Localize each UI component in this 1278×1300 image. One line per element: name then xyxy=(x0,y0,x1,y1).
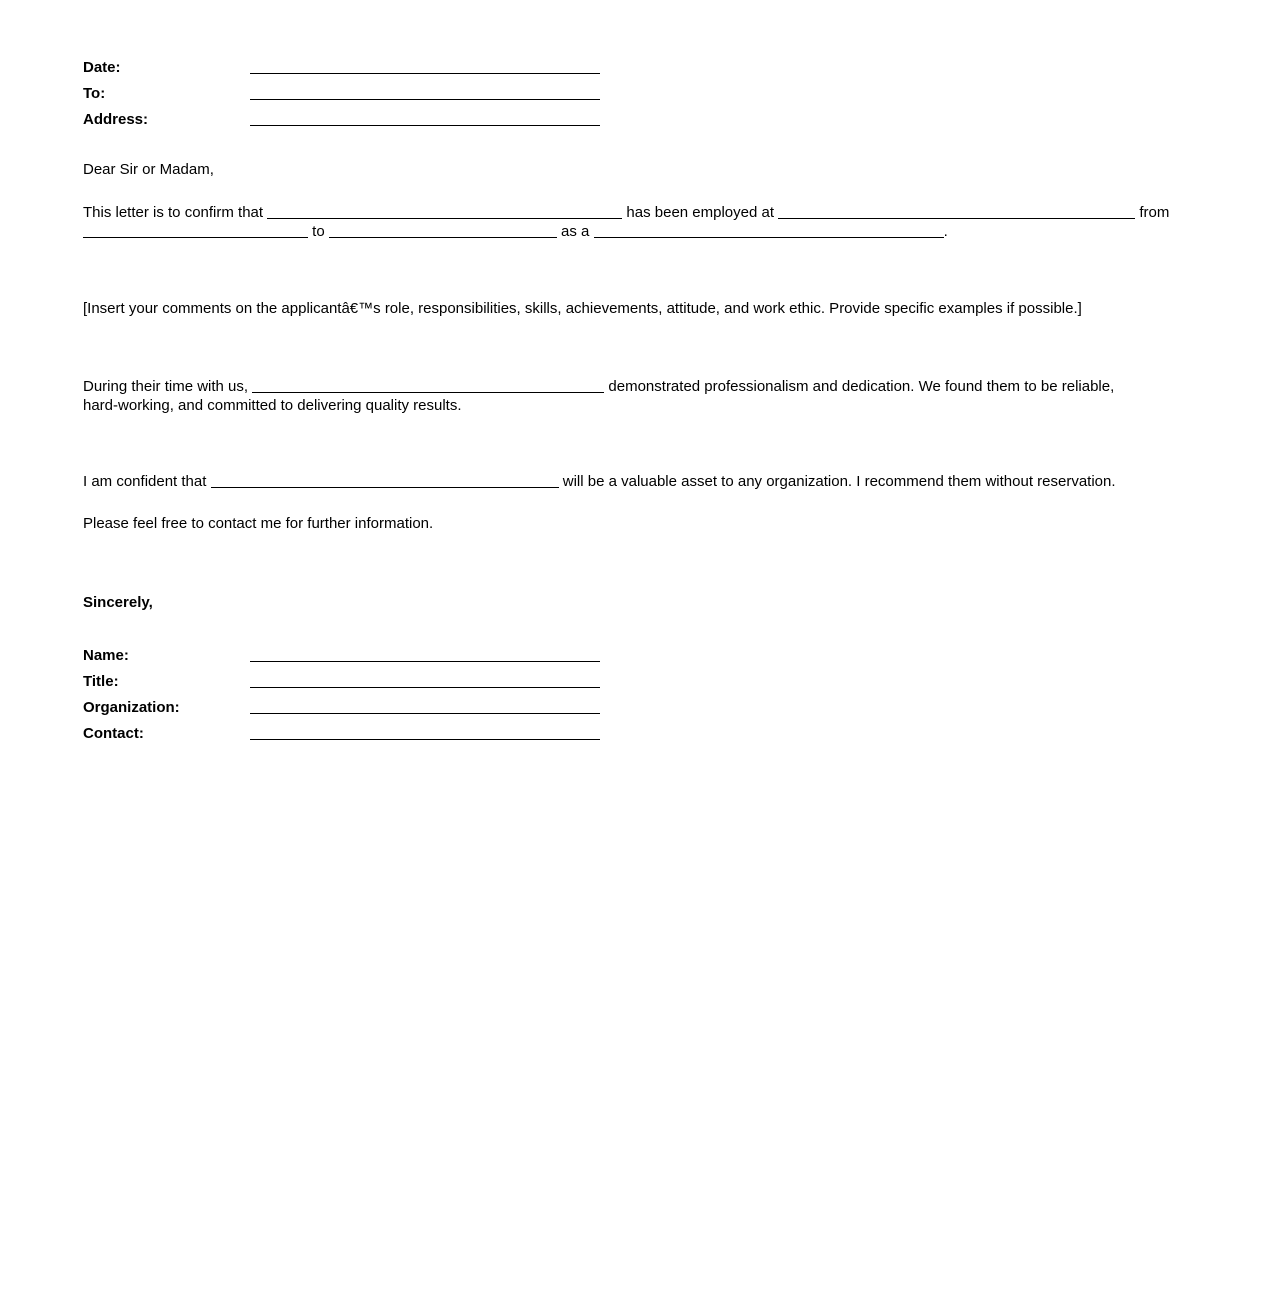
date-field-row xyxy=(83,55,1195,81)
recommendation-paragraph xyxy=(83,472,1195,491)
employer-name-blank xyxy=(778,207,1135,219)
name-field-label: Name: xyxy=(83,647,129,664)
contact-blank-line xyxy=(250,728,600,740)
comments-placeholder: [Insert your comments on the applicantâ€™s role, responsibilities, skills, achievements, attitude, and work ethic. Provide specific examples if possible.] xyxy=(83,300,1082,317)
as-text: as a xyxy=(561,223,590,240)
applicant-name-blank-2 xyxy=(252,381,604,393)
experience-paragraph-line-1 xyxy=(83,377,1195,396)
name-blank-line xyxy=(250,650,600,662)
employment-paragraph xyxy=(83,203,1195,241)
contact-field-row xyxy=(83,721,1195,747)
to-field-label: To: xyxy=(83,85,106,102)
to-blank-line xyxy=(250,88,600,100)
experience-after-blank-text: demonstrated professionalism and dedication. We found them to be reliable, xyxy=(608,378,1115,395)
title-field-label: Title: xyxy=(83,673,119,690)
title-field-row xyxy=(83,669,1195,695)
job-title-blank xyxy=(594,226,944,238)
organization-field-label: Organization: xyxy=(83,699,180,716)
address-field-label: Address: xyxy=(83,111,149,128)
contact-invitation: Please feel free to contact me for further information. xyxy=(83,515,434,532)
sentence-period: . xyxy=(943,223,948,240)
title-blank-line xyxy=(250,676,600,688)
name-field-row xyxy=(83,643,1195,669)
recommendation-after-blank-text: will be a valuable asset to any organization. I recommend them without reservation. xyxy=(562,473,1116,490)
to-field-row xyxy=(83,81,1195,107)
start-date-blank xyxy=(83,226,308,238)
header-fields xyxy=(83,55,1195,133)
applicant-name-blank-3 xyxy=(211,476,559,488)
end-date-blank xyxy=(329,226,557,238)
recommendation-lead-text: I am confident that xyxy=(83,473,207,490)
employment-paragraph-line-1 xyxy=(83,203,1195,222)
experience-paragraph-line-2: hard-working, and committed to delivering quality results. xyxy=(83,397,462,414)
applicant-name-blank xyxy=(267,207,622,219)
employment-paragraph-line-2 xyxy=(83,222,1195,241)
address-blank-line xyxy=(250,114,600,126)
contact-field-label: Contact: xyxy=(83,725,144,742)
from-text: from xyxy=(1139,204,1170,221)
organization-blank-line xyxy=(250,702,600,714)
closing: Sincerely, xyxy=(83,594,153,611)
employed-text: has been employed at xyxy=(626,204,775,221)
organization-field-row xyxy=(83,695,1195,721)
salutation: Dear Sir or Madam, xyxy=(83,161,214,178)
experience-lead-text: During their time with us, xyxy=(83,378,249,395)
experience-paragraph xyxy=(83,377,1195,415)
signature-fields xyxy=(83,643,1195,747)
date-field-label: Date: xyxy=(83,59,121,76)
date-blank-line xyxy=(250,62,600,74)
confirm-text: This letter is to confirm that xyxy=(83,204,264,221)
to-text: to xyxy=(312,223,325,240)
address-field-row xyxy=(83,107,1195,133)
